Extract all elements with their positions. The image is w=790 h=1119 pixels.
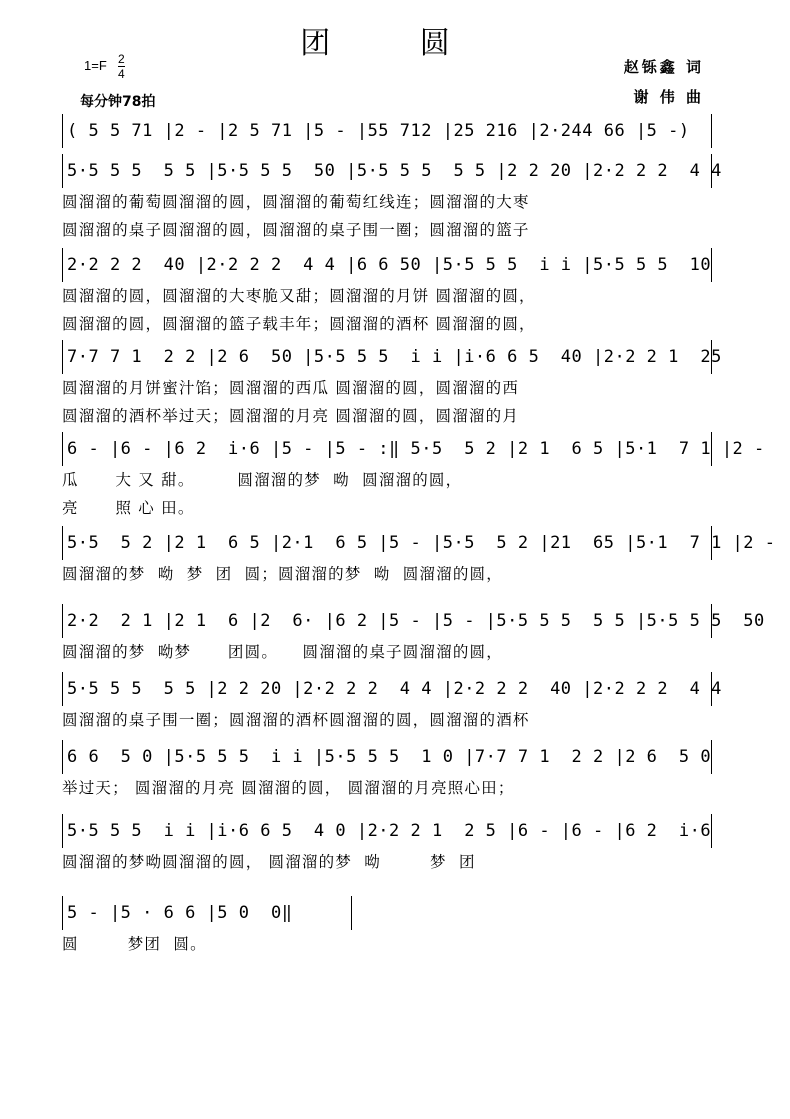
lyric-verse-1: 瓜 大 又 甜。 圆溜溜的梦 呦 圆溜溜的圆， xyxy=(62,471,463,489)
notation-line: 2·2 2 2 40 |2·2 2 2 4 4 |6 6 50 |5·5 5 5 i i |5·5 5 5 10 xyxy=(62,248,712,282)
lyric-verse-2: 圆溜溜的圆，圆溜溜的篮子载丰年；圆溜溜的酒杯 圆溜溜的圆， xyxy=(62,315,536,333)
notation-line: 2·2 2 1 |2 1 6 |2 6· |6 2 |5 - |5 - |5·5 5 5 5 5 |5·5 5 5 50 xyxy=(62,604,712,638)
notation-line: 5·5 5 5 i i |i·6 6 5 4 0 |2·2 2 1 2 5 |6 - |6 - |6 2 i·6 xyxy=(62,814,712,848)
music-system-10 xyxy=(62,814,712,876)
lyric-verse-1: 圆溜溜的梦呦圆溜溜的圆， 圆溜溜的梦 呦 梦 团 xyxy=(62,853,476,871)
time-signature xyxy=(118,52,125,81)
notation-line: 5 - |5 · 6 6 |5 0 0‖ xyxy=(62,896,352,930)
composer-credit: 谢 伟 曲 xyxy=(633,88,704,106)
lyric-verse-1: 圆 梦团 圆。 xyxy=(62,935,207,953)
music-system-8 xyxy=(62,672,722,734)
music-system-7 xyxy=(62,604,765,666)
music-system-1 xyxy=(62,114,712,148)
music-system-6 xyxy=(62,526,776,588)
lyric-verse-1: 举过天； 圆溜溜的月亮 圆溜溜的圆， 圆溜溜的月亮照心田； xyxy=(62,779,515,797)
notation-line: 6 6 5 0 |5·5 5 5 i i |5·5 5 5 1 0 |7·7 7 1 2 2 |2 6 5 0 xyxy=(62,740,712,774)
notation-line: 5·5 5 2 |2 1 6 5 |2·1 6 5 |5 - |5·5 5 2 |21 65 |5·1 7 1 |2 - xyxy=(62,526,712,560)
music-system-11 xyxy=(62,896,352,958)
lyric-verse-2: 亮 照 心 田。 xyxy=(62,499,195,517)
notation-line: 6 - |6 - |6 2 i·6 |5 - |5 - :‖ 5·5 5 2 |2 1 6 5 |5·1 7 1 |2 - xyxy=(62,432,712,466)
music-system-9 xyxy=(62,740,712,802)
notation-line: ( 5 5 71 |2 - |2 5 71 |5 - |55 712 |25 216 |2·244 66 |5 -) xyxy=(62,114,712,148)
lyric-verse-1: 圆溜溜的圆，圆溜溜的大枣脆又甜；圆溜溜的月饼 圆溜溜的圆， xyxy=(62,287,536,305)
music-system-2 xyxy=(62,154,722,244)
music-system-4 xyxy=(62,340,722,430)
notation-line: 7·7 7 1 2 2 |2 6 50 |5·5 5 5 i i |i·6 6 5 40 |2·2 2 1 25 xyxy=(62,340,712,374)
song-title: 团 圆 xyxy=(300,26,490,61)
time-signature-top: 2 xyxy=(118,52,125,66)
notation-line: 5·5 5 5 5 5 |5·5 5 5 50 |5·5 5 5 5 5 |2 2 20 |2·2 2 2 4 4 xyxy=(62,154,712,188)
music-system-5 xyxy=(62,432,765,522)
tempo-marking: 每分钟78拍 xyxy=(80,94,156,110)
lyric-verse-1: 圆溜溜的月饼蜜汁馅；圆溜溜的西瓜 圆溜溜的圆，圆溜溜的西 xyxy=(62,379,520,397)
lyric-verse-1: 圆溜溜的梦 呦梦 团圆。 圆溜溜的桌子圆溜溜的圆， xyxy=(62,643,503,661)
key-signature: 1=F xyxy=(84,58,107,73)
lyric-verse-2: 圆溜溜的酒杯举过天；圆溜溜的月亮 圆溜溜的圆，圆溜溜的月 xyxy=(62,407,520,425)
time-signature-bottom: 4 xyxy=(118,67,125,81)
lyric-verse-1: 圆溜溜的葡萄圆溜溜的圆，圆溜溜的葡萄红线连；圆溜溜的大枣 xyxy=(62,193,530,211)
lyric-verse-2: 圆溜溜的桌子圆溜溜的圆，圆溜溜的桌子围一圈；圆溜溜的篮子 xyxy=(62,221,530,239)
lyricist-credit: 赵铄鑫 词 xyxy=(623,58,704,76)
music-system-3 xyxy=(62,248,712,338)
notation-line: 5·5 5 5 5 5 |2 2 20 |2·2 2 2 4 4 |2·2 2 2 40 |2·2 2 2 4 4 xyxy=(62,672,712,706)
lyric-verse-1: 圆溜溜的梦 呦 梦 团 圆；圆溜溜的梦 呦 圆溜溜的圆， xyxy=(62,565,503,583)
lyric-verse-1: 圆溜溜的桌子围一圈；圆溜溜的酒杯圆溜溜的圆，圆溜溜的酒杯 xyxy=(62,711,530,729)
